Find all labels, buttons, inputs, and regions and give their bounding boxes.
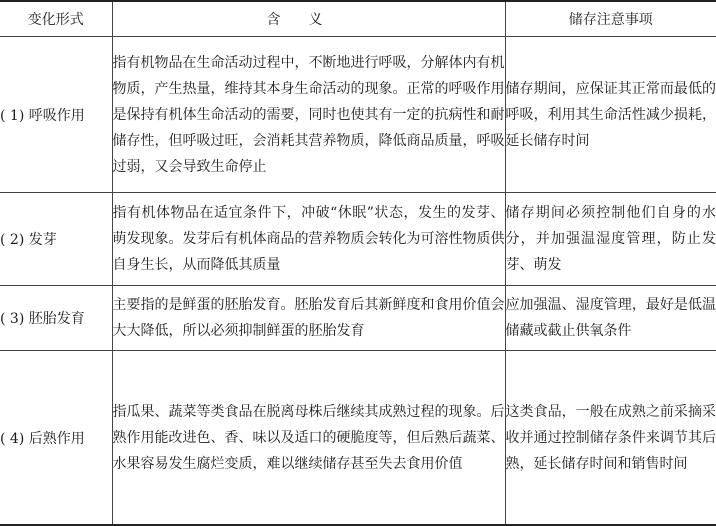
- meaning-cell: 主要指的是鲜蛋的胚胎发育。胚胎发育后其新鲜度和食用价值会大大降低，所以必须抑制鲜蛋的胚胎发育: [112, 286, 505, 351]
- notes-cell: 应加强温、湿度管理，最好是低温储藏或截止供氧条件: [505, 286, 716, 351]
- meaning-cell: 指有机体物品在适宜条件下，冲破“休眠”状态，发生的发芽、萌发现象。发芽后有机体商品的营养物质会转化为可溶性物质供自身生长，从而降低其质量: [112, 193, 505, 286]
- notes-cell: 这类食品，一般在成熟之前采摘采收并通过控制储存条件来调节其后熟，延长储存时间和销售时间: [505, 351, 716, 526]
- form-cell: ( 4) 后熟作用: [0, 351, 112, 526]
- form-cell: ( 2) 发芽: [0, 193, 112, 286]
- header-meaning: 含义: [112, 1, 505, 37]
- notes-cell: 储存期间必须控制他们自身的水分，并加强温湿度管理，防止发芽、萌发: [505, 193, 716, 286]
- meaning-cell: 指瓜果、蔬菜等类食品在脱离母株后继续其成熟过程的现象。后熟作用能改进色、香、味以及适口的硬脆度等，但后熟后蔬菜、水果容易发生腐烂变质，难以继续储存甚至失去食用价值: [112, 351, 505, 526]
- table-row: [0, 193, 716, 286]
- form-cell: ( 1) 呼吸作用: [0, 37, 112, 193]
- meaning-cell: 指有机物品在生命活动过程中，不断地进行呼吸，分解体内有机物质，产生热量，维持其本身生命活动的现象。正常的呼吸作用是保持有机体生命活动的需要，同时也使其有一定的抗病性和耐储存性，但呼吸过旺，会消耗其营养物质，降低商品质量，呼吸过弱，又会导致生命停止: [112, 37, 505, 193]
- table-row: [0, 286, 716, 351]
- table-row: [0, 37, 716, 193]
- table-row: [0, 351, 716, 526]
- form-cell: ( 3) 胚胎发育: [0, 286, 112, 351]
- header-form: 变化形式: [0, 1, 112, 37]
- table-header-row: [0, 1, 716, 37]
- header-notes: 储存注意事项: [505, 1, 716, 37]
- notes-cell: 储存期间，应保证其正常而最低的呼吸，利用其生命活性减少损耗，延长储存时间: [505, 37, 716, 193]
